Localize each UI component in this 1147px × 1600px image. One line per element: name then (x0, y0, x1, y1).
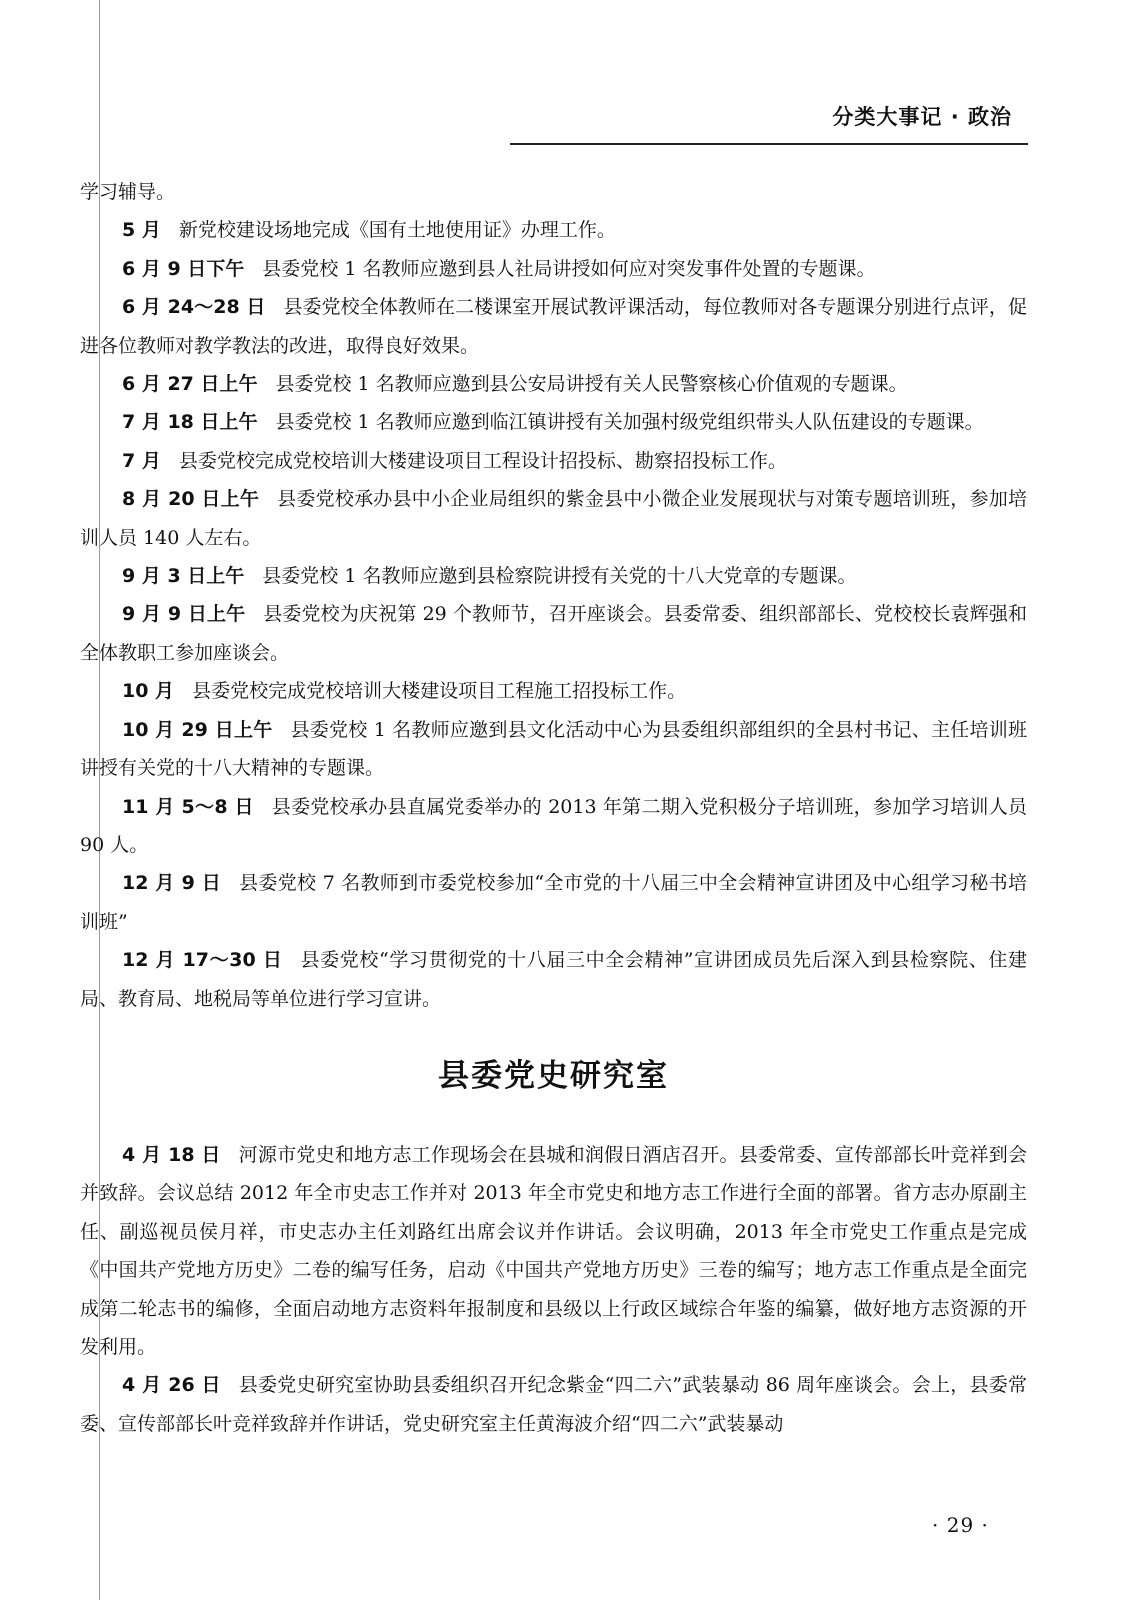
entry-text: 县委党校承办县直属党委举办的 2013 年第二期入党积极分子培训班，参加学习培训人员 90 人。 (80, 795, 1028, 856)
entry-date: 7 月 (122, 449, 161, 472)
entry-date: 9 月 9 日上午 (122, 603, 246, 626)
chronicle-entry (80, 365, 1027, 403)
entry-date: 10 月 (122, 680, 175, 703)
entry-date: 12 月 17～30 日 (122, 949, 283, 972)
entry-text: 县委党校 1 名教师应邀到县人社局讲授如何应对突发事件处置的专题课。 (262, 257, 876, 280)
entry-text: 县委党校为庆祝第 29 个教师节，召开座谈会。县委常委、组织部部长、党校校长袁辉强和全体教职工参加座谈会。 (80, 603, 1027, 664)
entry-list-bottom (80, 1136, 1027, 1443)
entry-date: 8 月 20 日上午 (122, 488, 260, 511)
running-header: 分类大事记 · 政治 (832, 105, 1012, 129)
entry-text: 县委党校 7 名教师到市委党校参加“全市党的十八届三中全会精神宣讲团及中心组学习秘书培训班” (80, 872, 1027, 933)
entry-date: 7 月 18 日上午 (122, 411, 258, 434)
chronicle-entry (80, 403, 1027, 441)
entry-text: 县委党校完成党校培训大楼建设项目工程施工招投标工作。 (192, 680, 687, 703)
chronicle-entry (80, 211, 1027, 249)
chronicle-entry (80, 288, 1027, 365)
entry-text: 新党校建设场地完成《国有土地使用证》办理工作。 (178, 219, 616, 242)
chronicle-entry (80, 1366, 1027, 1443)
entry-date: 6 月 24～28 日 (122, 296, 266, 319)
entry-text: 学习辅导。 (80, 181, 176, 203)
chronicle-entry (80, 864, 1027, 941)
chronicle-entry (80, 480, 1027, 557)
entry-date: 5 月 (122, 219, 161, 242)
entry-text: 河源市党史和地方志工作现场会在县城和润假日酒店召开。县委常委、宣传部部长叶竞祥到会并致辞。会议总结 2012 年全市史志工作并对 2013 年全市党史和地方志工作进行全面的部署。省方志办原副主任、副巡视员侯月祥，市史志办主任刘路红出席会议并作讲话。会议明确，2013 年全市党史工作重点是完成《中国共产党地方历史》二卷的编写任务，启动《中国共产党地方历史》三卷的编写；地方志工作重点是全面完成第二轮志书的编修，全面启动地方志资料年报制度和县级以上行政区域综合年鉴的编纂，做好地方志资源的开发利用。 (80, 1143, 1027, 1358)
section-title: 县委党史研究室 (438, 1057, 669, 1094)
entry-text: 县委党校承办县中小企业局组织的紫金县中小微企业发展现状与对策专题培训班，参加培训人员 140 人左右。 (80, 488, 1027, 549)
header-rule (510, 143, 1028, 145)
chronicle-entry (80, 173, 1027, 211)
chronicle-entry (80, 711, 1027, 788)
chronicle-entry (80, 595, 1027, 672)
entry-date: 10 月 29 日上午 (122, 718, 273, 741)
entry-date: 12 月 9 日 (122, 872, 222, 895)
entry-text: 县委党校全体教师在二楼课室开展试教评课活动，每位教师对各专题课分别进行点评，促进各位教师对教学教法的改进，取得良好效果。 (80, 296, 1027, 357)
entry-text: 县委党校“学习贯彻党的十八届三中全会精神”宣讲团成员先后深入到县检察院、住建局、教育局、地税局等单位进行学习宣讲。 (80, 949, 1027, 1010)
entry-list-top (80, 173, 1027, 1018)
chronicle-entry (80, 557, 1027, 595)
chronicle-entry (80, 672, 1027, 710)
chronicle-entry (80, 941, 1027, 1018)
entry-date: 9 月 3 日上午 (122, 565, 245, 588)
entry-date: 6 月 27 日上午 (122, 373, 258, 396)
entry-text: 县委党校 1 名教师应邀到县公安局讲授有关人民警察核心价值观的专题课。 (275, 373, 908, 396)
chronicle-entry (80, 788, 1027, 865)
page-body (80, 173, 1027, 1443)
entry-date: 4 月 26 日 (122, 1374, 221, 1397)
entry-date: 11 月 5～8 日 (122, 795, 254, 818)
entry-text: 县委党校 1 名教师应邀到县检察院讲授有关党的十八大党章的专题课。 (262, 565, 857, 588)
chronicle-entry (80, 1136, 1027, 1366)
chronicle-entry (80, 250, 1027, 288)
entry-date: 6 月 9 日下午 (122, 257, 245, 280)
entry-text: 县委党校 1 名教师应邀到县文化活动中心为县委组织部组织的全县村书记、主任培训班讲授有关党的十八大精神的专题课。 (80, 718, 1027, 780)
page-number: · 29 · (932, 1513, 989, 1537)
entry-text: 县委党史研究室协助县委组织召开纪念紫金“四二六”武装暴动 86 周年座谈会。会上，县委常委、宣传部部长叶竞祥致辞并作讲话，党史研究室主任黄海波介绍“四二六”武装暴动 (80, 1374, 1027, 1435)
chronicle-entry (80, 442, 1027, 480)
entry-text: 县委党校完成党校培训大楼建设项目工程设计招投标、勘察招投标工作。 (178, 449, 787, 472)
entry-date: 4 月 18 日 (122, 1143, 221, 1166)
entry-text: 县委党校 1 名教师应邀到临江镇讲授有关加强村级党组织带头人队伍建设的专题课。 (275, 411, 984, 434)
